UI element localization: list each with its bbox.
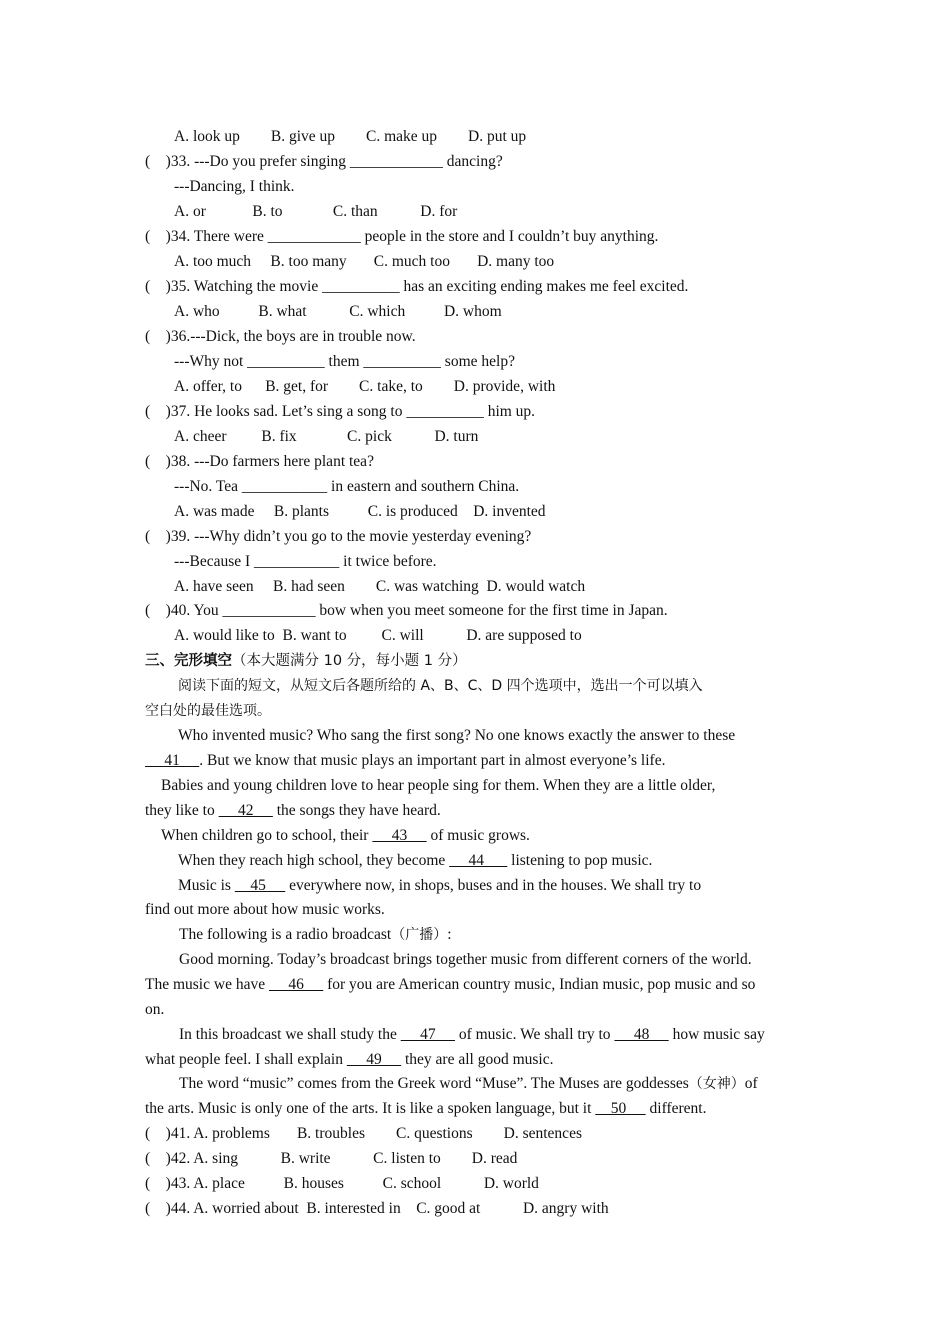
q34-stem: ( )34. There were ____________ people in the store and I couldn’t buy anything. (145, 228, 659, 245)
passage-p8-line2 (145, 1050, 553, 1070)
passage-p7-line1: Good morning. Today’s broadcast brings together music from different corners of the world. (179, 951, 752, 968)
passage-p7-line2 (145, 975, 755, 995)
q40-stem: ( )40. You ____________ bow when you meet someone for the first time in Japan. (145, 602, 668, 619)
passage-p2-line1: Babies and young children love to hear people sing for them. When they are a little older, (161, 777, 716, 794)
passage-text: : (447, 926, 452, 943)
blank-42: 42 (218, 802, 273, 819)
passage-text: what people feel. I shall explain (145, 1051, 347, 1068)
passage-text: listening to pop music. (507, 852, 653, 869)
instruction-line-1: 阅读下面的短文，从短文后各题所给的 A、B、C、D 四个选项中，选出一个可以填入 (178, 678, 703, 694)
blank-44: 44 (449, 852, 508, 869)
passage-text: of (744, 1075, 758, 1092)
q32-options: A. look up B. give up C. make up D. put up (174, 128, 527, 145)
gloss-broadcast: （广播） (391, 927, 448, 943)
blank-41: 41 (145, 752, 200, 769)
q36-answer-line: ---Why not __________ them __________ some help? (174, 353, 515, 370)
passage-p2-line2 (145, 801, 441, 821)
passage-p5-line1 (178, 876, 701, 896)
q38-options: A. was made B. plants C. is produced D. invented (174, 503, 546, 520)
q37-options: A. cheer B. fix C. pick D. turn (174, 428, 479, 445)
q33-stem: ( )33. ---Do you prefer singing ____________ dancing? (145, 153, 503, 170)
q34-options: A. too much B. too many C. much too D. many too (174, 253, 555, 270)
q39-stem: ( )39. ---Why didn’t you go to the movie yesterday evening? (145, 528, 532, 545)
passage-text: of music. We shall try to (454, 1026, 615, 1043)
q38-stem: ( )38. ---Do farmers here plant tea? (145, 453, 374, 470)
q41-options: ( )41. A. problems B. troubles C. questions D. sentences (145, 1125, 582, 1142)
q38-answer-line: ---No. Tea ___________ in eastern and southern China. (174, 478, 520, 495)
blank-47: 47 (400, 1026, 455, 1043)
passage-text: When children go to school, their (161, 827, 373, 844)
passage-p7-line3: on. (145, 1001, 165, 1018)
section-heading (145, 651, 467, 671)
q35-options: A. who B. what C. which D. whom (174, 303, 502, 320)
passage-text: everywhere now, in shops, buses and in the houses. We shall try to (285, 877, 702, 894)
passage-text: different. (645, 1100, 707, 1117)
blank-49: 49 (346, 1051, 402, 1068)
passage-text: the songs they have heard. (272, 802, 441, 819)
passage-text: The music we have (145, 976, 269, 993)
passage-text: . But we know that music plays an important part in almost everyone’s life. (199, 752, 666, 769)
blank-50: 50 (595, 1100, 646, 1117)
passage-p1-line1: Who invented music? Who sang the first song? No one knows exactly the answer to these (178, 727, 736, 744)
blank-48: 48 (614, 1026, 669, 1043)
passage-p6 (179, 925, 452, 945)
passage-text: for you are American country music, Indian music, pop music and so (323, 976, 756, 993)
q33-answer-line: ---Dancing, I think. (174, 178, 295, 195)
passage-text: they like to (145, 802, 219, 819)
section-title: 三、完形填空 (145, 653, 232, 669)
passage-text: they are all good music. (401, 1051, 554, 1068)
instruction-line-2: 空白处的最佳选项。 (145, 703, 271, 719)
blank-46: 46 (268, 976, 324, 993)
q37-stem: ( )37. He looks sad. Let’s sing a song to __________ him up. (145, 403, 536, 420)
passage-p3 (161, 826, 530, 846)
passage-text: Music is (178, 877, 235, 894)
q40-options: A. would like to B. want to C. will D. are supposed to (174, 627, 582, 644)
passage-text: The word “music” comes from the Greek word “Muse”. The Muses are goddesses (179, 1075, 689, 1092)
q43-options: ( )43. A. place B. houses C. school D. world (145, 1175, 539, 1192)
passage-text: The following is a radio broadcast (179, 926, 392, 943)
gloss-goddesses: （女神） (688, 1076, 745, 1092)
passage-text: the arts. Music is only one of the arts. It is like a spoken language, but it (145, 1100, 596, 1117)
passage-p5-line2: find out more about how music works. (145, 901, 385, 918)
passage-p8-line1 (179, 1025, 765, 1045)
passage-p4 (178, 851, 652, 871)
passage-p1-line2 (145, 751, 665, 771)
passage-text: When they reach high school, they become (178, 852, 450, 869)
q44-options: ( )44. A. worried about B. interested in C. good at D. angry with (145, 1200, 609, 1217)
q33-options: A. or B. to C. than D. for (174, 203, 458, 220)
q35-stem: ( )35. Watching the movie __________ has an exciting ending makes me feel excited. (145, 278, 689, 295)
passage-p9-line2 (145, 1099, 706, 1119)
passage-text: In this broadcast we shall study the (179, 1026, 401, 1043)
q42-options: ( )42. A. sing B. write C. listen to D. read (145, 1150, 518, 1167)
q36-options: A. offer, to B. get, for C. take, to D. provide, with (174, 378, 556, 395)
blank-43: 43 (372, 827, 427, 844)
passage-p9-line1 (179, 1074, 758, 1094)
passage-text: of music grows. (426, 827, 530, 844)
section-note: （本大题满分 10 分，每小题 1 分） (232, 653, 467, 669)
blank-45: 45 (234, 877, 286, 894)
q39-answer-line: ---Because I ___________ it twice before. (174, 553, 437, 570)
passage-text: how music say (668, 1026, 765, 1043)
q39-options: A. have seen B. had seen C. was watching D. would watch (174, 578, 586, 595)
q36-stem: ( )36.---Dick, the boys are in trouble now. (145, 328, 416, 345)
